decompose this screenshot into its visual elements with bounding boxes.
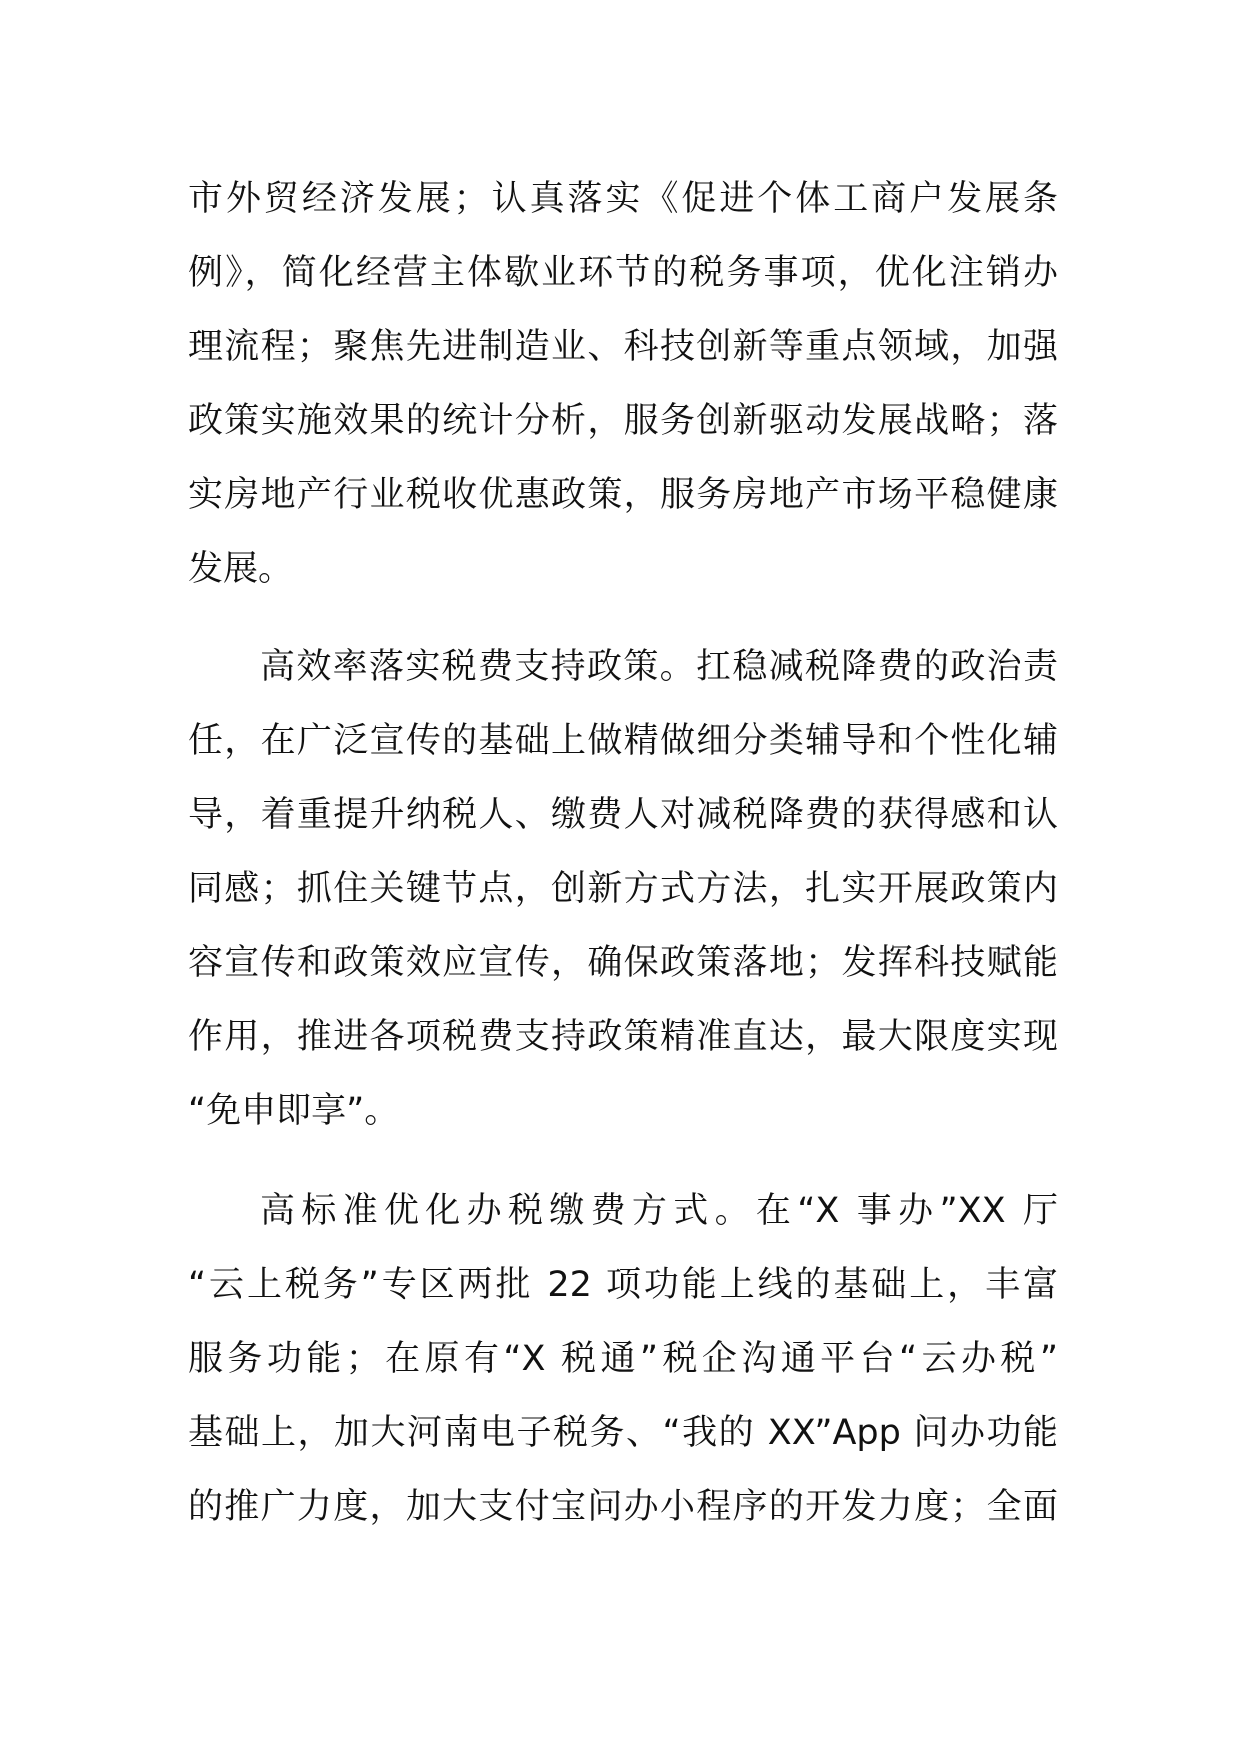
text-line: 服务功能；在原有“X 税通”税企沟通平台“云办税” (188, 1339, 1058, 1379)
text-line: 高标准优化办税缴费方式。在“X 事办”XX 厅 (260, 1191, 1058, 1231)
text-line: 的推广力度，加大支付宝问办小程序的开发力度；全面 (188, 1487, 1058, 1527)
text-line: 政策实施效果的统计分析，服务创新驱动发展战略；落 (188, 401, 1058, 441)
text-line: 例》，简化经营主体歇业环节的税务事项，优化注销办 (188, 253, 1058, 293)
text-line: 实房地产行业税收优惠政策，服务房地产市场平稳健康 (188, 475, 1058, 515)
text-line: 导，着重提升纳税人、缴费人对减税降费的获得感和认 (188, 795, 1058, 835)
text-line: 发展。 (188, 549, 294, 589)
text-line: 作用，推进各项税费支持政策精准直达，最大限度实现 (188, 1017, 1058, 1057)
paragraph-2 (188, 630, 1058, 1148)
text-line: 任，在广泛宣传的基础上做精做细分类辅导和个性化辅 (188, 721, 1058, 761)
text-line: 容宣传和政策效应宣传，确保政策落地；发挥科技赋能 (188, 943, 1058, 983)
text-line: 基础上，加大河南电子税务、“我的 XX”App 问办功能 (188, 1413, 1058, 1453)
text-line: 同感；抓住关键节点，创新方式方法，扎实开展政策内 (188, 869, 1058, 909)
paragraph-1 (188, 162, 1058, 606)
paragraph-3 (188, 1174, 1058, 1544)
text-line: 理流程；聚焦先进制造业、科技创新等重点领域，加强 (188, 327, 1058, 367)
text-line: 高效率落实税费支持政策。扛稳减税降费的政治责 (260, 647, 1058, 687)
text-line: “云上税务”专区两批 22 项功能上线的基础上，丰富 (188, 1265, 1058, 1305)
text-line: 市外贸经济发展；认真落实《促进个体工商户发展条 (188, 179, 1058, 219)
text-line: “免申即享”。 (188, 1091, 400, 1131)
